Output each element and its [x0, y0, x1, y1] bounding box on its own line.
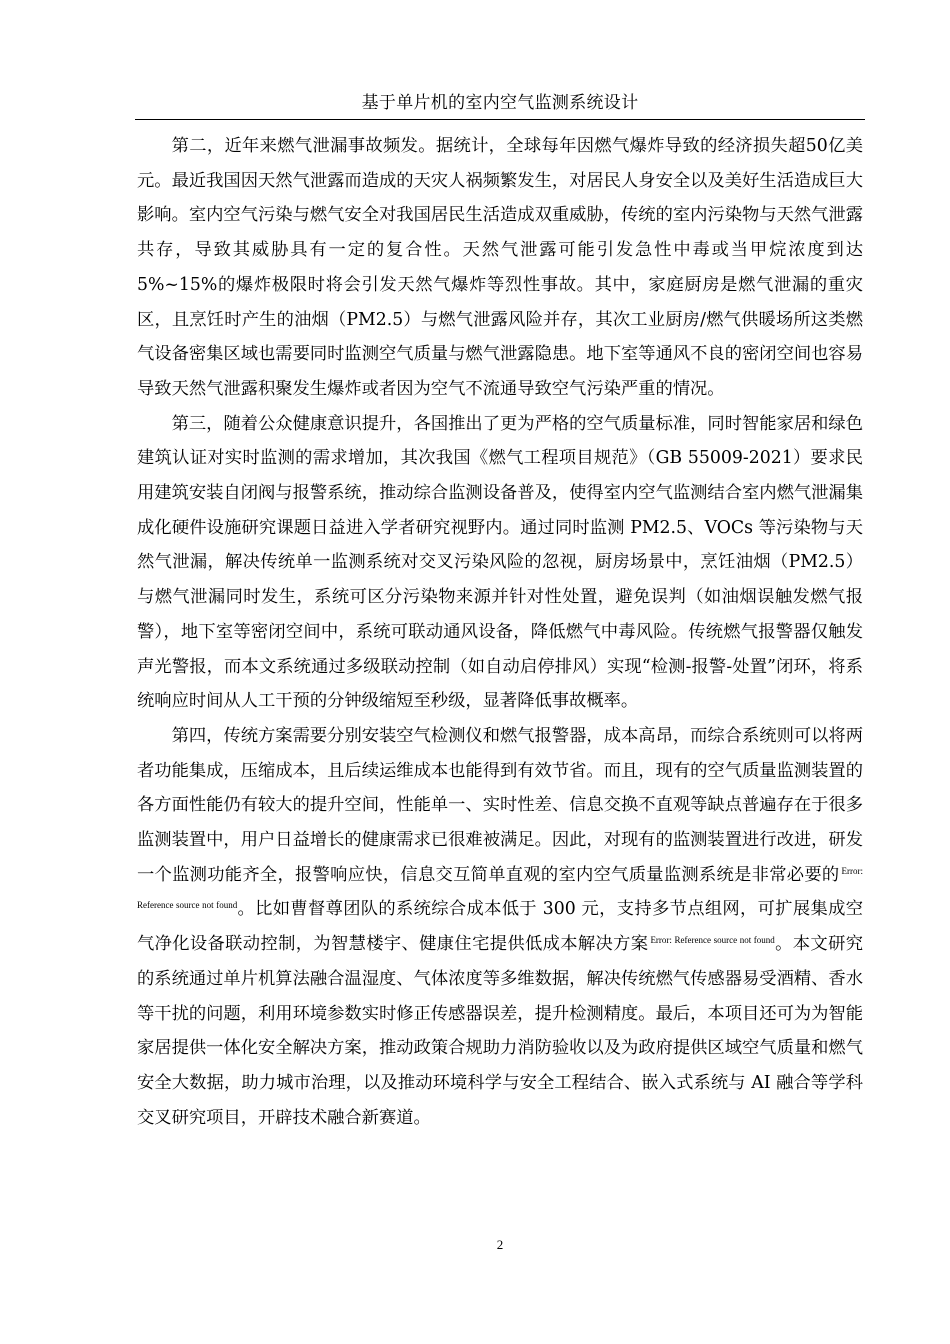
header-divider	[135, 119, 865, 120]
paragraph-fourth-text-3: 。本文研究的系统通过单片机算法融合温湿度、气体浓度等多维数据，解决传统燃气传感器易受酒精、香水等干扰的问题，利用环境参数实时修正传感器误差，提升检测精度。最后，本项目还可为为智能家居提供一体化安全解决方案，推动政策合规助力消防验收以及为政府提供区域空气质量和燃气安全大数据，助力城市治理，以及推动环境科学与安全工程结合、嵌入式系统与 AI 融合等学科交叉研究项目，开辟技术融合新赛道。	[137, 934, 863, 1128]
paragraph-fourth-text-1: 第四，传统方案需要分别安装空气检测仪和燃气报警器，成本高昂，而综合系统则可以将两者功能集成，压缩成本，且后续运维成本也能得到有效节省。而且，现有的空气质量监测装置的各方面性能仍有较大的提升空间，性能单一、实时性差、信息交换不直观等缺点普遍存在于很多监测装置中，用户日益增长的健康需求已很难被满足。因此，对现有的监测装置进行改进，研发一个监测功能齐全，报警响应快，信息交互简单直观的室内空气质量监测系统是非常必要的	[137, 725, 863, 885]
paragraph-third-point: 第三，随着公众健康意识提升，各国推出了更为严格的空气质量标准，同时智能家居和绿色建筑认证对实时监测的需求增加，其次我国《燃气工程项目规范》（GB 55009-2021）要求民用建筑安装自闭阀与报警系统，推动综合监测设备普及，使得室内空气监测结合室内燃气泄漏集成化硬件设施研究课题日益进入学者研究视野内。通过同时监测 PM2.5、VOCs 等污染物与天然气泄漏，解决传统单一监测系统对交叉污染风险的忽视，厨房场景中，烹饪油烟（PM2.5）与燃气泄漏同时发生，系统可区分污染物来源并针对性处置，避免误判（如油烟误触发燃气报警），地下室等密闭空间中，系统可联动通风设备，降低燃气中毒风险。传统燃气报警器仅触发声光警报，而本文系统通过多级联动控制（如自动启停排风）实现“检测-报警-处置”闭环，将系统响应时间从人工干预的分钟级缩短至秒级，显著降低事故概率。	[137, 413, 863, 712]
paragraph-second-point: 第二，近年来燃气泄漏事故频发。据统计，全球每年因燃气爆炸导致的经济损失超50亿美元。最近我国因天然气泄露而造成的天灾人祸频繁发生，对居民人身安全以及美好生活造成巨大影响。室内空气污染与燃气安全对我国居民生活造成双重威胁，传统的室内污染物与天然气泄露共存，导致其威胁具有一定的复合性。天然气泄露可能引发急性中毒或当甲烷浓度到达 5%~15%的爆炸极限时将会引发天然气爆炸等烈性事故。其中，家庭厨房是燃气泄漏的重灾区，且烹饪时产生的油烟（PM2.5）与燃气泄露风险并存，其次工业厨房/燃气供暖场所这类燃气设备密集区域也需要同时监测空气质量与燃气泄露隐患。地下室等通风不良的密闭空间也容易导致天然气泄露积聚发生爆炸或者因为空气不流通导致空气污染严重的情况。	[137, 136, 863, 399]
body-text	[137, 129, 863, 1135]
paragraph-fourth-text-2: 。比如曹督尊团队的系统综合成本低于 300 元，支持多节点组网，可扩展集成空气净化设备联动控制，为智慧楼宇、健康住宅提供低成本解决方案	[137, 899, 863, 955]
reference-error-1: Error: Reference source not found	[137, 865, 863, 911]
reference-error-2: Error: Reference source not found	[650, 935, 775, 946]
running-header: 基于单片机的室内空气监测系统设计	[361, 93, 639, 113]
paragraph-fourth-point	[137, 719, 863, 1135]
page-number: 2	[496, 1237, 504, 1252]
